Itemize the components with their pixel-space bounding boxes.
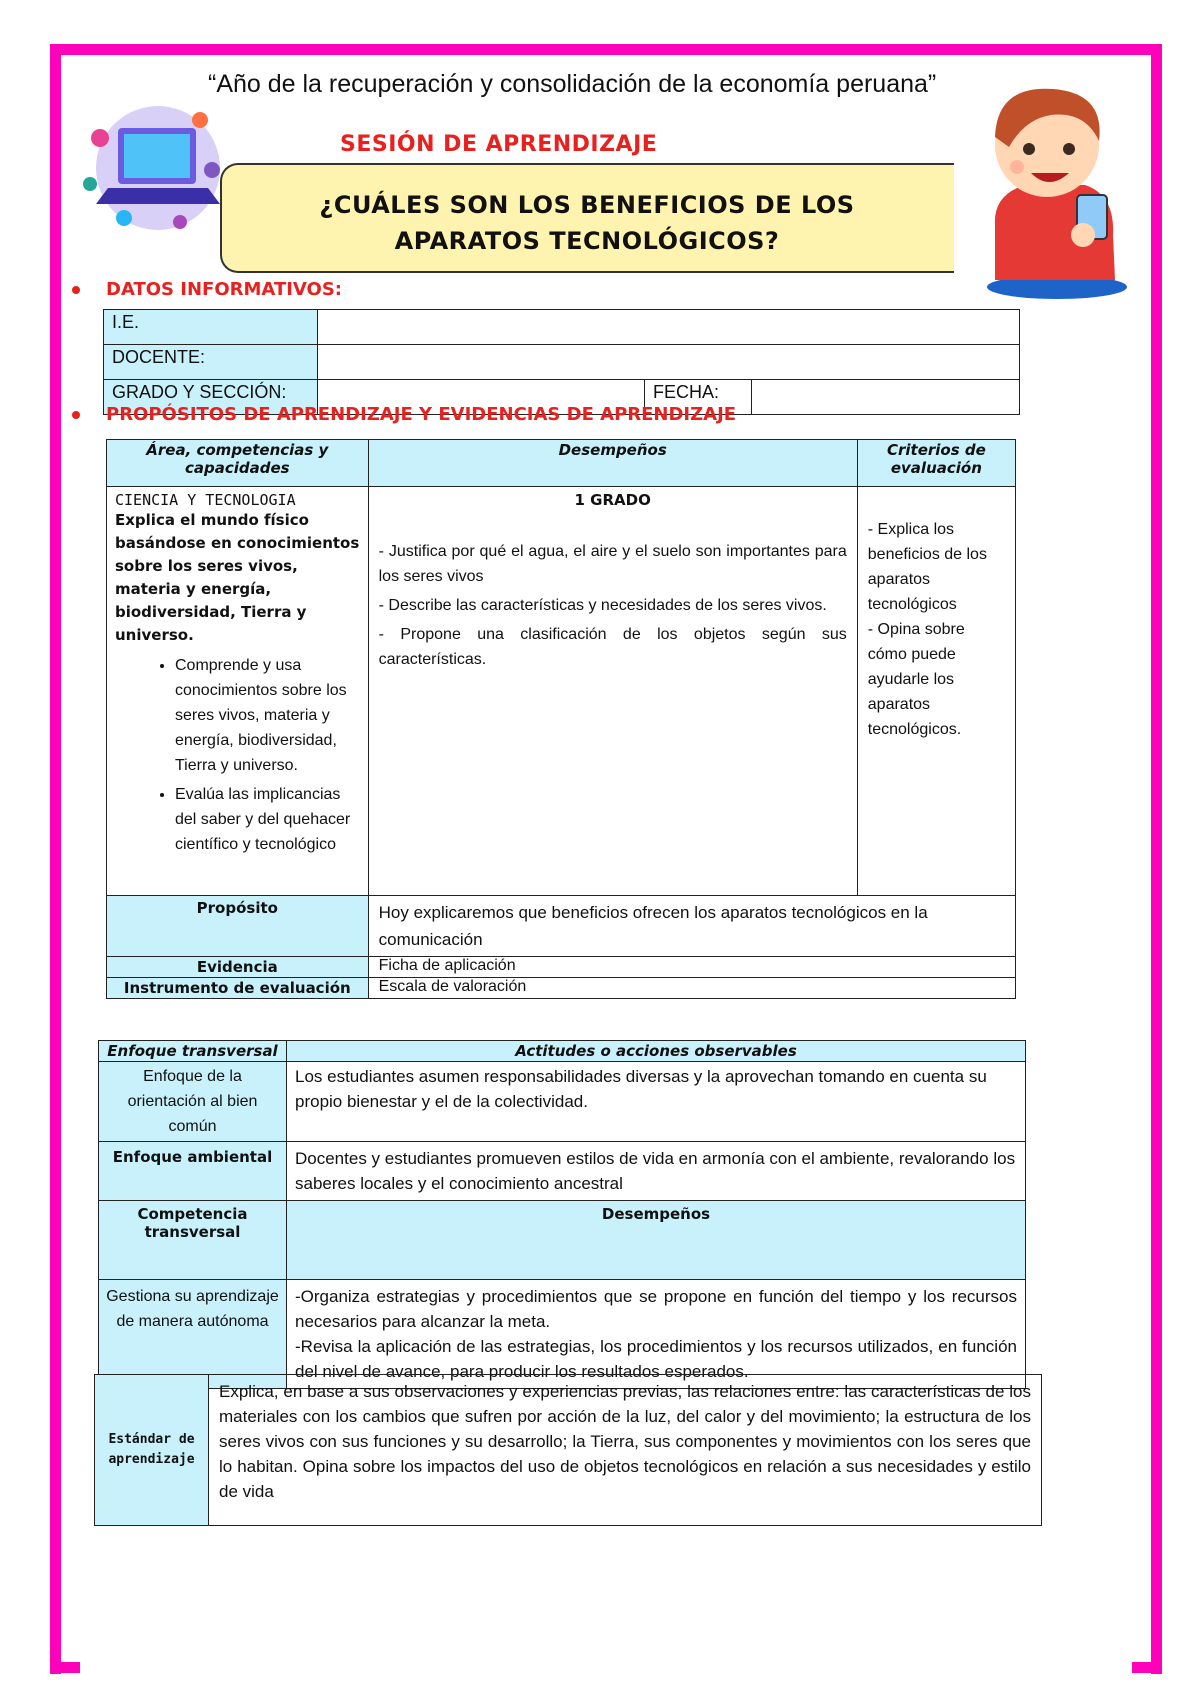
instrumento-text: Escala de valoración: [368, 978, 1015, 999]
question-line-2: APARATOS TECNOLÓGICOS?: [394, 227, 780, 255]
datos-table: [103, 309, 1020, 415]
competencia-transversal-label: Competencia transversal: [99, 1201, 287, 1280]
evidencia-text: Ficha de aplicación: [368, 957, 1015, 978]
propositos-table: [106, 439, 1016, 999]
fecha-label: FECHA:: [645, 380, 752, 415]
page-border-bottom-left: [50, 1662, 80, 1673]
boy-with-phone-illustration: [965, 75, 1135, 305]
page-border-top: [50, 44, 1162, 55]
docente-label: DOCENTE:: [104, 345, 318, 380]
col-criterios-header: Criterios de evaluación: [857, 440, 1015, 487]
col-desempenos-header: Desempeños: [368, 440, 857, 487]
enfoque-col-header: Enfoque transversal: [99, 1041, 287, 1062]
proposito-text: Hoy explicaremos que beneficios ofrecen los aparatos tecnológicos en la comunicación: [368, 896, 1015, 957]
desempeno-item: - Justifica por qué el agua, el aire y el suelo son importantes para los seres vivos: [378, 543, 847, 585]
enfoque-ambiental-text: Docentes y estudiantes promueven estilos de vida en armonía con el ambiente, revalorando los saberes locales y el conocimiento ancestral: [287, 1142, 1026, 1201]
lesson-question: [222, 187, 952, 259]
estandar-label-cell: [95, 1375, 209, 1526]
competencia-desempenos-header: Desempeños: [287, 1201, 1026, 1280]
ie-label: I.E.: [104, 310, 318, 345]
col-area-header: Área, competencias y capacidades: [107, 440, 369, 487]
gestiona-aprendizaje-label: Gestiona su aprendizaje de manera autónoma: [99, 1280, 287, 1389]
criterio-item: - Opina sobre cómo puede ayudarle los aparatos tecnológicos.: [867, 621, 965, 738]
desempenos-cell: [368, 487, 857, 896]
gestiona-desempeno-1: -Organiza estrategias y procedimientos que se propone en función del tiempo y los recursos necesarios para alcanzar la meta.: [295, 1287, 1017, 1331]
datos-heading: DATOS INFORMATIVOS:: [106, 279, 343, 300]
bullet-datos: [72, 286, 80, 294]
docente-value[interactable]: [318, 345, 1020, 380]
instrumento-label: Instrumento de evaluación: [107, 978, 369, 999]
page-border-bottom-right: [1132, 1662, 1162, 1673]
criterios-cell: [857, 487, 1015, 896]
estandar-text: Explica, en base a sus observaciones y experiencias previas, las relaciones entre: las características de los materiales con los cambios que sufren por acción de la luz, del calor y del movimiento; la estructura de los seres vivos con sus funciones y su desarrollo; la Tierra, sus componentes y movimientos con los seres que lo habitan. Opina sobre los impactos del uso de objetos tecnológicos en relación a sus necesidades y estilo de vida: [209, 1375, 1042, 1526]
capacidades-list: [115, 653, 360, 857]
actitudes-col-header: Actitudes o acciones observables: [287, 1041, 1026, 1062]
session-title: SESIÓN DE APRENDIZAJE: [340, 132, 658, 157]
propositos-heading: PROPÓSITOS DE APRENDIZAJE Y EVIDENCIAS DE APRENDIZAJE: [106, 404, 737, 425]
capacidad-item: • Comprende y usa conocimientos sobre los seres vivos, materia y energía, biodiversidad, Tierra y universo.: [175, 653, 360, 778]
desempeno-item: - Describe las características y necesidades de los seres vivos.: [378, 597, 827, 614]
ie-value[interactable]: [318, 310, 1020, 345]
enfoque-bien-comun-label: Enfoque de la orientación al bien común: [99, 1062, 287, 1142]
page-border-left: [50, 44, 61, 1674]
grado-title: 1 GRADO: [574, 491, 651, 509]
capacidad-item: • Evalúa las implicancias del saber y del quehacer científico y tecnológico: [175, 782, 360, 857]
criterio-item: - Explica los beneficios de los aparatos tecnológicos: [867, 521, 987, 613]
estandar-table: [94, 1374, 1042, 1526]
area-name: CIENCIA Y TECNOLOGIA: [115, 491, 296, 509]
enfoques-table: [98, 1040, 1026, 1389]
desempeno-item: - Propone una clasificación de los objetos según sus características.: [378, 626, 847, 668]
laptop-technology-illustration: [80, 100, 230, 240]
grado-label: GRADO Y SECCIÓN:: [104, 380, 318, 415]
area-cell: [107, 487, 369, 896]
year-title: “Año de la recuperación y consolidación de la economía peruana”: [208, 70, 937, 98]
competencia-text: Explica el mundo físico basándose en conocimientos sobre los seres vivos, materia y energía, biodiversidad, Tierra y universo.: [115, 511, 360, 644]
enfoque-bien-comun-text: Los estudiantes asumen responsabilidades diversas y la aprovechan tomando en cuenta su propio bienestar y el de la colectividad.: [287, 1062, 1026, 1142]
enfoque-ambiental-label: Enfoque ambiental: [99, 1142, 287, 1201]
bullet-propositos: [72, 411, 80, 419]
fecha-value[interactable]: [752, 380, 1020, 415]
question-line-1: ¿CUÁLES SON LOS BENEFICIOS DE LOS: [319, 191, 855, 219]
question-box: [220, 163, 954, 273]
evidencia-label: Evidencia: [107, 957, 369, 978]
proposito-label: Propósito: [107, 896, 369, 957]
page-border-right: [1151, 44, 1162, 1674]
estandar-label: Estándar de aprendizaje: [108, 1432, 195, 1467]
gestiona-aprendizaje-text: [287, 1280, 1026, 1389]
gestiona-desempeno-2: -Revisa la aplicación de las estrategias, los procedimientos y los recursos utilizados, en función del nivel de avance, para producir los resultados esperados.: [295, 1337, 1017, 1381]
